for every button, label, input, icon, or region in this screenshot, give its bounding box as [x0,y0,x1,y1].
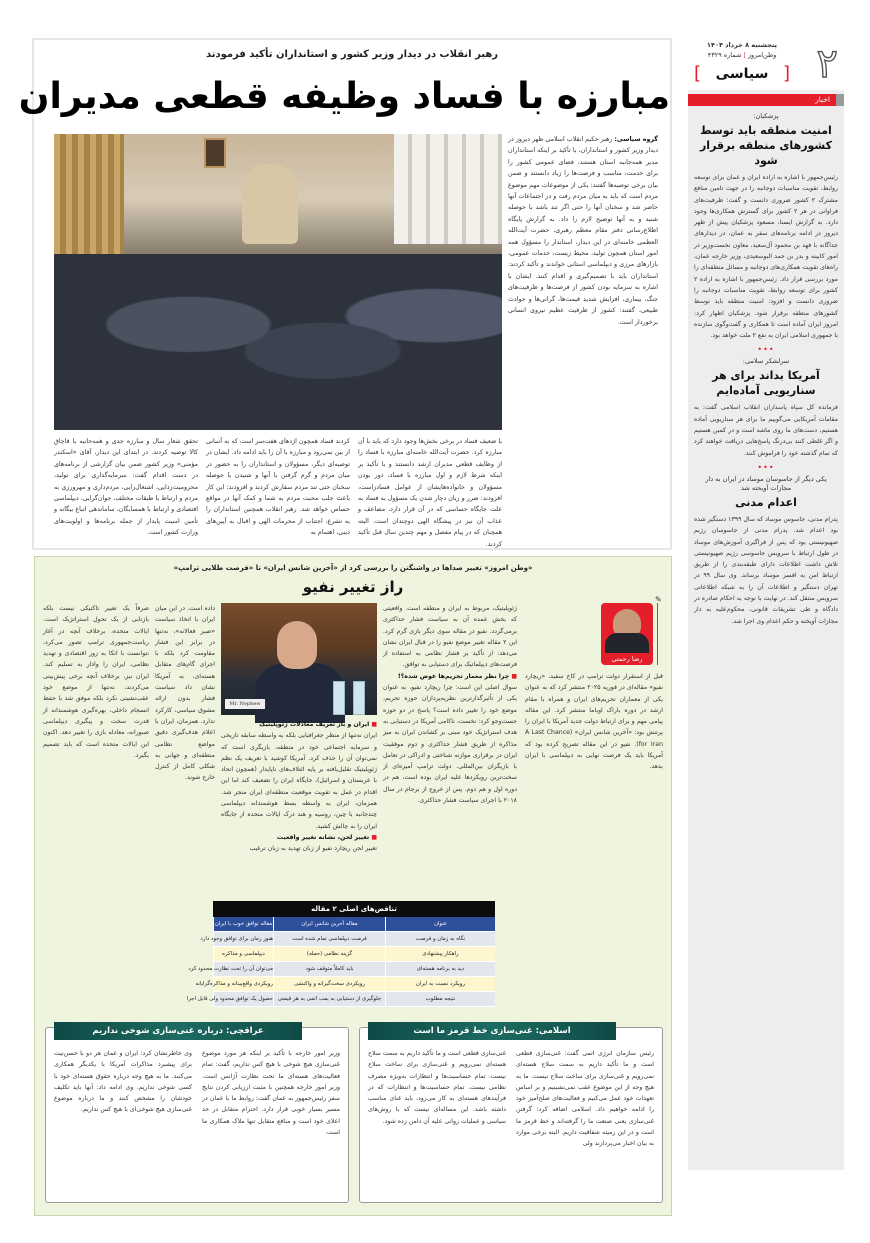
table-cell: فرصت دیپلماسی تمام شده است [273,932,385,947]
lead-label: گروه سیاسی: [614,136,658,143]
analysis-story [34,556,672,1216]
table-cell: می‌توان آن را تحت نظارت محدود کرد [213,962,273,977]
story-body: فرمانده کل سپاه پاسداران انقلاب اسلامی گفت: به مقامات آمریکایی می‌گوییم ما برای هر سناریویی آماده هستیم، دست‌های ما روی ماشه است و در کمین هستیم و اگر غلطی کنند بی‌درنگ پاسخ‌هایی دریافت خواهند کرد که تمام گذشته خود را فراموش کنند. [694,404,838,457]
article-column: کردند فساد همچون اژدهای هفت‌سر است که به آسانی از بین نمی‌رود و مبارزه با آن را باید ادامه داد. ایشان در توصیه‌ای دیگر، مسؤولان و استانداران را به حضور در میان مردم و گرم گرفتن با آنها و شنیدن با حوصله سخنان حتی تند مردم سفارش کردند و افزودند: این کار باعث جلب محبت مردم به شما و کمک آنها در مواقع حساس خواهد شد. رهبر انقلاب همچنین استانداران را به تشرع، اجتناب از محرمات الهی و اقبال به آیین‌های دینی، اهتمام به [206,438,350,537]
top-story [18,38,672,550]
story-kicker: پزشکیان: [753,112,779,120]
section-name: سیاسی [715,66,769,82]
box-column: وزیر امور خارجه با تأکید بر اینکه هر مورد موضوع غنی‌سازی هیچ شوخی با هیچ کس نداریم، گفت: تمام فعالیت‌های هسته‌ای ما تحت نظارت آژانس است. وزیر امور خارجه همچنین با مثبت ارزیابی کردن نتایج سفر رئیس‌جمهور به عمان گفت: روابط ما با عمان در مسیر بسیار خوبی قرار دارد. احترام متقابل در حد اعلای خود است و منافع متقابل تنها ملاک همکاری ما است. [202,1050,340,1137]
column-text: ایران نه‌تنها از منظر جغرافیایی بلکه به واسطه سابقه تاریخی و سرمایه اجتماعی خود در منطقه، بازیگری است که نمی‌توان آن را حذف کرد. آمریکا کوشید با تعریف یک نظم ژئوپلیتیک تقلیل‌یافته بر پایه ائتلاف‌های ناپایدار (همچون اتحاد با عربستان و اسرائیل)، جایگاه ایران را تضعیف کند اما این اقدام در عمل به تقویت موقعیت منطقه‌ای ایران منجر شد. همزمان، ایران به واسطه بسط هوشمندانه دیپلماسی چندجانبه با چین، روسیه و هند درک ایالات متحده از جایگاه ایران را به چالش کشید. [221,732,377,830]
story-body: پدرام مدنی، جاسوس موساد که سال ۱۳۹۹ دستگیر شده بود اعدام شد. پدرام مدنی از جاسوسان رژیم صهیونیستی بود که پس از فراگیری آموزش‌های موساد در طول ارتباط با سرویس جاسوسی رژیم صهیونیستی تلاش داشت اطلاعات دارای طبقه‌بندی را از طریق ارتباط امن به افسر موساد برساند. وی سال ۹۹ در تهران دستگیر و اطلاعات آن را به شبکه اطلاعاتی سرویس منتقل کند. در نهایت با توجه به احکام صادره در دادگاه و طی تشریفات قانونی، محکوم‌علیه به دار مجازات آویخته و حکم اعدام وی اجرا شد. [694,515,838,625]
news-box-eslami [359,1027,663,1203]
sidebar-stories [688,106,844,627]
column-text: تغییر لحن ریچارد نفیو از زبان تهدید به زبان ترغیب [249,845,377,853]
news-bar [688,94,844,106]
news-sidebar [688,38,844,1170]
column-text: ژئوپلیتیک، مربوط به ایران و منطقه است. واقعیتی که بخش عمده آن به سیاست فشار حداکثری برمی‌گردد. نفیو در مقاله سوی دیگر بازی گرم کرد. این ۲ مقاله تغییر موضع نفیو را در قبال ایران نشان می‌دهد: از تأکید بر فشار نظامی به استفاده از فرصت‌های دیپلماتیک برای دستیابی به توافق. [383,605,517,669]
story-body: رئیس‌جمهور با اشاره به اراده ایران و عمان برای توسعه روابط، تقویت مناسبات دوجانبه را در جهت تامین منافع مشترک ۲ کشور ضروری دانست و گفت: ظرفیت‌های فراوانی در هر ۲ کشور برای گسترش همکاری‌ها وجود دارد. به گزارش ایسنا، مسعود پزشکیان پیش از ظهر دیروز در ادامه برنامه‌های سفر به عمان، در دیدارهای جداگانه با فهد بن محمود آل‌سعید، معاون نخست‌وزیر در امور کابینه و بدر بن حمد البوسعیدی، وزیر خارجه عمان، راه‌های تقویت همکاری‌های دوجانبه و مسائل منطقه‌ای را مورد بررسی قرار داد. رئیس‌جمهور با اشاره به اراده ۲ کشور برای توسعه روابط، تقویت مناسبات دوجانبه را ضروری دانست و افزود: امنیت منطقه باید توسط کشورهای منطقه برقرار شود. پزشکیان اظهار کرد: امروز ایران آماده است تا همکاری و گفت‌وگوی سازنده با جمهوری اسلامی ایران به نفع ۲ ملت خواهد بود. [694,174,839,340]
table-cell: دید به برنامه هسته‌ای [385,962,495,977]
suit-graphic [255,663,345,723]
author-name: رضا رحمتی [601,653,653,665]
table-cell: رویکرد نسبت به ایران [385,977,495,992]
subheading: ■ تغییر لحن، نشانه تغییر واقعیت [221,832,377,843]
meeting-photo [54,134,502,430]
table-cell: هنوز زمان برای توافق وجود دارد [213,932,273,947]
story-title[interactable]: آمریکا بداند برای هر سناریویی آماده‌ایم [712,369,820,398]
speaker-figure [242,164,298,244]
table-cell: باید کاملاً متوقف شود [273,962,385,977]
issue-info [694,51,790,60]
separator-dots-icon: ••• [757,462,775,472]
table-row [186,992,495,1007]
wall-portrait-graphic [204,138,226,168]
separator-dots-icon: ••• [757,345,775,355]
author-photo [601,603,653,653]
table-cell: جلوگیری از دستیابی به بمب اتمی به هر قیمتی [273,992,385,1007]
sidebar-story-2[interactable] [694,345,838,458]
box-column: وی خاطرنشان کرد: ایران و عمان هر دو با حسن‌نیت برای پیشبرد مذاکرات آمریکا با یکدیگر همکاری می‌کنند. ما به هیچ وجه درباره حقوق هسته‌ای خود با کسی شوخی نداریم. وی ادامه داد: آنها باید تکلیف خودشان را مشخص کنند و ما درباره موضوع غنی‌سازی هیچ شوخی‌ای با هیچ کس نداریم. [54,1050,192,1114]
comparison-table [186,901,495,1007]
sidebar-story-1[interactable] [694,112,838,341]
door-graphic [394,134,502,244]
news-label: اخبار [815,95,830,104]
column-text: سوال اصلی این است: چرا ریچارد نفیو، به عنوان یکی از تأثیرگذارترین نظریه‌پردازان حوزه تحریم، موضع خود را تغییر داده است؟ پاسخ در دو حوزه جست‌وجو کرد: نخست، ناکامی آمریکا در دستیابی به هدف استراتژیک خود مبنی بر کشاندن ایران به میز مذاکره از طریق فشار حداکثری و دوم موفقیت ایران در برقراری موازنه شناختی و ادراکی در تعامل با بازیگران بین‌المللی. دولت ترامپ آمیزه‌ای از سخت‌ترین رویکردها علیه ایران بوده است، هم در دوره اول و هم دوم. پس از خروج از برجام در سال ۲۰۱۸ با اجرای سیاست فشار حداکثری. [383,684,517,805]
table-cell: دیپلماسی و مذاکره [213,947,273,962]
box-column: غنی‌سازی قطعی است و ما تأکید داریم به سمت سلاح هسته‌ای نمی‌رویم و غنی‌سازی برای ساخت سلاح نیست. تمام حساسیت‌ها و انتظارات به‌ویژه مصرف نظامی نیست. تمام حساسیت‌ها و انتظارات که در فرآیندهای هسته‌ای به کار می‌رود، باید غنای مناسب داشته باشد. این مساله‌ای نیست که با روش‌های سیاسی و عملیات روانی علیه آن دامن زده شود. [368,1050,506,1125]
analysis-kicker: «وطن امروز» تغییر صداها در واشنگتن را بررسی کرد از «آخرین شانس ایران» تا «فرصت طلایی ترامپ» [173,564,533,572]
audience-graphic [54,254,502,430]
article-column [383,603,517,897]
article-column: صرفاً یک تغییر تاکتیکی نیست بلکه بازتابی از یک تحول استراتژیک است. ایالات متحده، برخلاف آنچه در آغاز ریاست‌جمهوری ترامپ تصور می‌کرد، نتوانست با اتکا به زور اقتصادی و تهدید نظامی، ایران را وادار به تسلیم کند. ایران نیز، برخلاف آنچه برخی پیش‌بینی می‌کردند، نه‌تنها از موضع خود عقب‌نشینی نکرد بلکه موفق شد با حفظ انسجام داخلی، بهره‌گیری هوشمندانه از قدرت سخت و پیگیری دیپلماسی صبورانه، معادله بازی را تغییر دهد. اکنون این ایالات متحده است که باید تصمیم بگیرد. [43,605,149,759]
article-column: قبل از استقرار دولت ترامپ در کاخ سفید، «ریچارد نفیو» مقاله‌ای در فوریه ۲۰۲۵ منتشر کرد که به عنوان یکی از معماران تحریم‌های ایران و همراه با مقام ارشد در دوره باراک اوباما منتشر کرد. این مقاله پیامی مهم و برای ارتباط دولت جدید آمریکا با ایران را پرتنش بود: «آخرین شانس ایران» (A Last Chance for Iran). نفیو در این مقاله تصریح کرده بود که آمریکا باید یک فرصت نهایی به دیپلماسی با ایران بدهد. [525,673,663,771]
bottle-graphic [353,681,365,715]
story-title[interactable]: اعدام مدنی [735,495,797,509]
name-plate: Mr. Nephew [225,699,265,709]
sidebar-story-3[interactable] [694,463,838,627]
table-cell: رویکردی سخت‌گیرانه و واکنشی [273,977,385,992]
table-cell: حصول یک توافق محدود ولی قابل اجرا [213,992,273,1007]
head-graphic [277,621,317,669]
table-header-cell: عنوان [385,917,495,932]
masthead [688,38,844,90]
subheading: ■ چرا نظر معمار تحریم‌ها عوض شده؟! [383,671,517,682]
paper-name: وطن‌امروز [747,51,777,59]
analysis-headline[interactable]: راز تغییر نفیو [302,578,404,596]
nephew-photo [221,603,377,715]
pen-icon [657,603,663,665]
article-column: داده است. در این میان ایران با اتخاذ سیاست «صبر فعالانه»، نه‌تنها در برابر این فشار مقاومت کرد بلکه با اجرای گام‌های متقابل هسته‌ای، به آمریکا نشان داد سیاست فشار بدون ارائه مشوق سیاسی، کارکرد ندارد. همزمان، ایران با اعلام هدف‌گیری دقیق مواضع نظامی منطقه‌ای و جهانی به شکلی کامل از کنترل خارج شوند. [155,605,215,782]
table-cell: رویکردی واقع‌بینانه و مذاکره‌گرایانه [213,977,273,992]
divider: | [743,51,746,59]
bracket-icon: ] [694,63,702,84]
page-number: ۲ [816,41,838,87]
box-title[interactable]: اسلامی: غنی‌سازی خط قرمز ما است [368,1022,616,1040]
table-cell: نتیجه مطلوب [385,992,495,1007]
table-cell: گزینه نظامی (حمله) [273,947,385,962]
bracket-icon: [ [782,63,790,84]
section-label [694,62,790,86]
table-title: تناقض‌های اصلی ۲ مقاله [213,901,495,917]
table-cell: نگاه به زمان و فرصت [385,932,495,947]
box-title[interactable]: عراقچی: درباره غنی‌سازی شوخی نداریم [54,1022,302,1040]
table-row [188,962,495,977]
table-row [213,947,495,962]
bottle-graphic [333,681,345,715]
subheading: ■ ایران و باز تعریف معادلات ژئوپلیتیک [221,719,377,730]
column-text: رهبر حکیم انقلاب اسلامی ظهر دیروز در دیدار وزیر کشور و استانداران، با تأکید بر اینکه استانداران مدیر همه‌جانبه استان هستند، فضای عمومی کشور را برای خدمت، مناسب و فرصت‌ها را زیاد دانستند و ضمن بیان برخی توصیه‌ها گفتند: یکی از موضوعات مهم موضوع مردم است که باید به میان مردم رفت و در اجتماعات آنها حاضر شد و سخنان آنها را حتی اگر تند باشد با حوصله شنید و به آنها توضیح لازم را داد. به گزارش پایگاه اطلاع‌رسانی دفتر مقام معظم رهبری، حضرت آیت‌الله العظمی خامنه‌ای در این دیدار، استاندار را مسؤول همه امور استان همچون تولید، محیط زیست، خدمات عمومی، بازارهای مرزی و دیپلماسی استانی خواندند و تأکید کردند: استانداران باید با تصمیم‌گیری و اقدام کنند. ایشان با اشاره به سرمایه بودن کشور از فرصت‌ها و ظرفیت‌های جنگ، بیماری، افزایش شدید قیمت‌ها، گرانی‌ها و حوادث طبیعی، گفتند: کشور از ظرفیت عظیم نیروی انسانی برخوردار است. [508,136,658,326]
table-row [200,932,495,947]
issue-date: پنجشنبه ۸ خرداد ۱۴۰۴ [707,41,777,49]
table-row [195,977,495,992]
table-header-cell: مقاله توافق خوب با ایران [213,917,273,932]
table-header-row [213,917,495,932]
top-story-headline[interactable]: مبارزه با فساد وظیفه قطعی مدیران [18,76,670,117]
article-column: با ضعیف فساد در برخی بخش‌ها وجود دارد که باید با آن مبارزه کرد. حضرت آیت‌الله خامنه‌ای مبارزه با فساد را از وظایف قطعی مدیران ارشد دانستند و با تأکید بر اینکه شرط لازم و اول مبارزه با فساد، دور بودن مسؤولان و خانواده‌هایشان از عوامل فسادزاست، افزودند: ضرر و زیان دچار شدن یک مسؤول به فساد به علت جایگاه حساسی که در آن قرار دارد، مضاعف و عذاب آن نیز در پیشگاه الهی دوچندان است. البته همچنان که در پیام مفصل و مهم چندین سال قبل تأکید کردند. [358,438,502,548]
box-column: رئیس سازمان انرژی اتمی گفت: غنی‌سازی قطعی است و ما تأکید داریم به سمت سلاح هسته‌ای نمی‌رویم و غنی‌سازی برای ساخت سلاح نیست. ما به هیچ وجه از این موضوع عقب نمی‌نشینیم و بر اساس تعهدات خود عمل می‌کنیم و فعالیت‌های صلح‌آمیز خود را ادامه خواهیم داد. اسلامی اضافه کرد: گرفتن غنی‌سازی یعنی صنعت ما را گرفته‌اند و خط قرمز ما است و در این زمینه شفافیت داریم. البته برخی موارد به بیان اخبار می‌پردازند ولی [516,1050,654,1148]
article-column [221,719,377,897]
story-kicker: یکی دیگر از جاسوسان موساد در ایران به دار مجازات آویخته شد [705,474,827,492]
story-title[interactable]: امنیت منطقه باید توسط کشورهای منطقه برقرار شود [699,124,833,167]
top-story-kicker: رهبر انقلاب در دیدار وزیر کشور و استانداران تأکید فرمودند [205,49,499,60]
table-header-cell: مقاله آخرین شانس ایران [273,917,385,932]
news-bar-accent [836,94,844,106]
table-cell: راهکار پیشنهادی [385,947,495,962]
article-column: تحقق شعار سال و مبارزه جدی و همه‌جانبه با قاچاق کالا توصیه کردند. در ابتدای این دیدار، آقای «اسکندر مؤمنی» وزیر کشور ضمن بیان گزارشی از برنامه‌های در دست اقدام گفت: سرمایه‌گذاری برای تولید، محرومیت‌زدایی، اشتغال‌زایی، مردم‌داری و مهرورزی به مردم و ارتباط با طبقات مختلف، جوان‌گرایی، دیپلماسی اقتصادی و ارتباط با همسایگان، ساماندهی اتباع بیگانه و تأمین امنیت پایدار از جمله برنامه‌ها و اولویت‌های وزارت کشور است. [54,438,198,537]
issue-number: شماره ۴۳۲۹ [707,51,742,59]
article-column [508,134,658,530]
news-box-araghchi [45,1027,349,1203]
story-kicker: سرلشکر سلامی: [742,357,790,366]
